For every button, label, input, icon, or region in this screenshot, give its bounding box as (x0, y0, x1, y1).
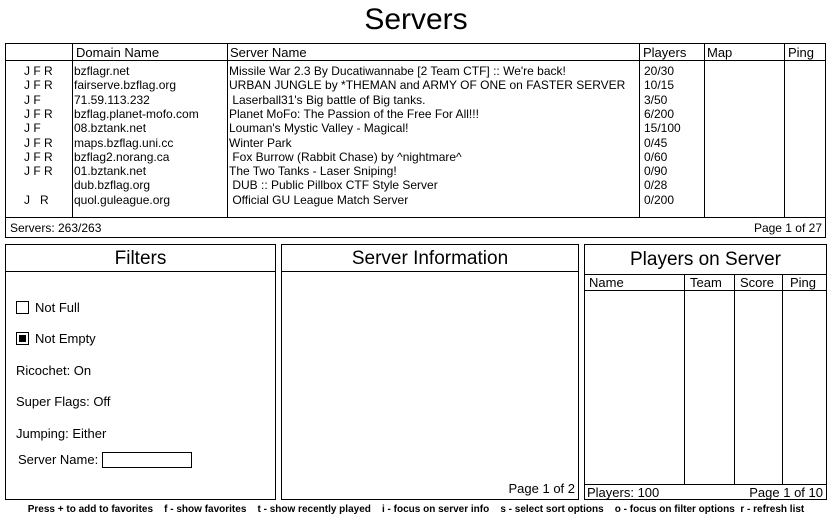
server-players: 20/30 (644, 64, 675, 78)
players-panel[interactable] (584, 244, 827, 500)
page-title: Servers (364, 3, 468, 36)
server-domain: quol.guleague.org (74, 192, 171, 207)
server-name: Official GU League Match Server (229, 192, 409, 207)
column-divider (782, 275, 783, 484)
not-full-checkbox[interactable] (16, 301, 29, 314)
server-count: Servers: 263/263 (10, 221, 102, 235)
server-name: The Two Tanks - Laser Sniping! (229, 164, 397, 179)
server-flags: J F R (24, 106, 53, 121)
server-row[interactable] (6, 136, 825, 150)
server-name: Fox Burrow (Rabbit Chase) by ^nightmare^ (229, 149, 462, 164)
server-players: 3/50 (644, 92, 668, 107)
column-divider (684, 275, 685, 484)
server-name-label: Server Name: (18, 452, 99, 467)
server-info-page-indicator: Page 1 of 2 (508, 481, 575, 496)
players-page-indicator: Page 1 of 10 (749, 485, 823, 500)
server-flags: J F (24, 121, 41, 136)
server-domain: maps.bzflag.uni.cc (74, 135, 174, 150)
jumping-filter[interactable]: Jumping: Either (16, 426, 107, 441)
players-title: Players on Server (585, 245, 826, 275)
server-players: 0/60 (644, 149, 668, 164)
server-players: 0/45 (644, 135, 668, 150)
server-list-page-indicator: Page 1 of 27 (753, 221, 822, 235)
not-empty-checkbox[interactable] (16, 332, 29, 345)
server-flags: J F R (24, 64, 53, 78)
server-row[interactable] (6, 78, 825, 92)
server-players: 15/100 (644, 121, 681, 136)
server-domain: bzflagr.net (74, 64, 130, 78)
header-divider (6, 60, 825, 61)
server-name: Planet MoFo: The Passion of the Free For All!!! (229, 106, 479, 121)
keyboard-help-bar: Press + to add to favorites f - show favorites t - show recently played i - focus on server info s - select sort options o - focus on filter options r - refresh list (27, 504, 805, 515)
server-players: 0/28 (644, 178, 668, 193)
server-name: Winter Park (229, 135, 292, 150)
server-domain: fairserve.bzflag.org (74, 78, 177, 93)
column-header-players[interactable]: Players (643, 45, 687, 60)
server-name-input[interactable] (102, 452, 192, 468)
server-info-title: Server Information (282, 245, 578, 272)
server-info-panel[interactable] (281, 244, 579, 500)
server-domain: 01.bztank.net (74, 164, 147, 179)
server-name: Missile War 2.3 By Ducatiwannabe [2 Team CTF] :: We're back! (229, 64, 566, 78)
column-header-map[interactable]: Map (707, 45, 733, 60)
column-header-server-name[interactable]: Server Name (230, 45, 307, 60)
server-flags: J F R (24, 164, 53, 179)
server-row[interactable] (6, 178, 825, 192)
footer-divider (6, 217, 825, 218)
server-name-filter (18, 452, 192, 468)
not-full-filter[interactable] (16, 300, 80, 316)
filters-title: Filters (6, 245, 275, 272)
super-flags-filter[interactable]: Super Flags: Off (16, 394, 111, 409)
server-name: DUB :: Public Pillbox CTF Style Server (229, 178, 438, 193)
server-row[interactable] (6, 64, 825, 78)
server-flags: J R (24, 192, 49, 207)
players-header-ping[interactable]: Ping (790, 275, 817, 290)
server-domain: 71.59.113.232 (74, 92, 150, 107)
server-players: 0/200 (644, 192, 675, 207)
filters-panel (5, 244, 276, 500)
server-row[interactable] (6, 121, 825, 135)
not-full-label: Not Full (35, 300, 80, 315)
server-players: 6/200 (644, 106, 675, 121)
server-list-table[interactable] (5, 43, 826, 238)
server-flags: J F R (24, 135, 53, 150)
not-empty-filter[interactable] (16, 331, 96, 347)
server-name: Louman's Mystic Valley - Magical! (229, 121, 409, 136)
players-count: Players: 100 (587, 485, 660, 500)
server-domain: 08.bztank.net (74, 121, 147, 136)
server-players: 10/15 (644, 78, 675, 93)
server-flags: J F R (24, 78, 53, 93)
players-header-divider (585, 290, 826, 291)
ricochet-filter[interactable]: Ricochet: On (16, 363, 92, 378)
server-name: URBAN JUNGLE by *THEMAN and ARMY OF ONE on FASTER SERVER (229, 78, 626, 93)
server-players: 0/90 (644, 164, 668, 179)
server-flags: J F (24, 92, 41, 107)
server-domain: dub.bzflag.org (74, 178, 151, 193)
column-divider (734, 275, 735, 484)
column-header-ping[interactable]: Ping (788, 45, 815, 60)
players-header-name[interactable]: Name (589, 275, 624, 290)
players-header-score[interactable]: Score (740, 275, 774, 290)
not-empty-label: Not Empty (35, 331, 96, 346)
server-row[interactable] (6, 107, 825, 121)
server-domain: bzflag2.norang.ca (74, 149, 170, 164)
server-row[interactable] (6, 150, 825, 164)
server-row[interactable] (6, 193, 825, 207)
server-domain: bzflag.planet-mofo.com (74, 106, 199, 121)
server-flags: J F R (24, 149, 53, 164)
players-header-team[interactable]: Team (690, 275, 722, 290)
server-name: Laserball31's Big battle of Big tanks. (229, 92, 426, 107)
column-header-domain[interactable]: Domain Name (76, 45, 160, 60)
server-row[interactable] (6, 164, 825, 178)
server-row[interactable] (6, 93, 825, 107)
